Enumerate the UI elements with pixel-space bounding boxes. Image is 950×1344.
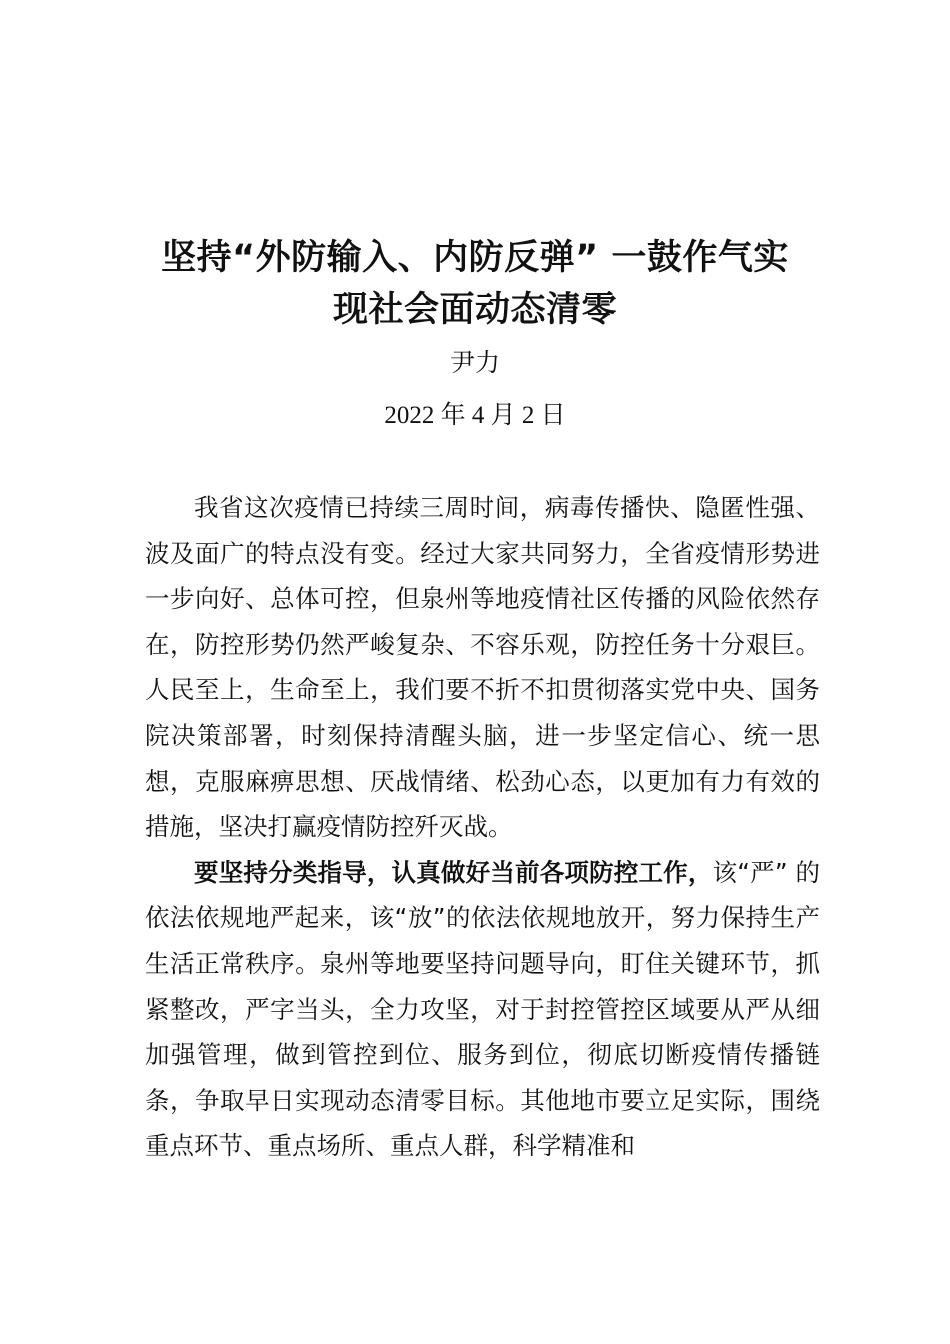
author-name: 尹力 [449, 348, 500, 377]
article-body [145, 485, 820, 1169]
paragraph-2 [145, 850, 820, 1169]
title-line-2: 现社会面动态清零 [332, 290, 617, 330]
publish-date: 2022 年 4 月 2 日 [384, 402, 566, 429]
paragraph-2-lead: 要坚持分类指导，认真做好当前各项防控工作， [194, 857, 713, 887]
paragraph-1-text: 我省这次疫情已持续三周时间，病毒传播快、隐匿性强、波及面广的特点没有变。经过大家共同努力，全省疫情形势进一步向好、总体可控，但泉州等地疫情社区传播的风险依然存在，防控形势仍然严峻复杂、不容乐观，防控任务十分艰巨。人民至上，生命至上，我们要不折不扣贯彻落实党中央、国务院决策部署，时刻保持清醒头脑，进一步坚定信心、统一思想，克服麻痹思想、厌战情绪、松劲心态，以更加有力有效的措施，坚决打赢疫情防控歼灭战。 [145, 493, 820, 842]
article-title [120, 232, 830, 336]
paragraph-1 [145, 485, 820, 850]
title-line-1: 坚持“外防输入、内防反弹” 一鼓作气实 [161, 238, 789, 278]
paragraph-2-text: 该“严” 的依法依规地严起来，该“放”的依法依规地放开，努力保持生产生活正常秩序。泉州等地要坚持问题导向，盯住关键环节，抓紧整改，严字当头，全力攻坚，对于封控管控区域要从严从细加强管理，做到管控到位、服务到位，彻底切断疫情传播链条，争取早日实现动态清零目标。其他地市要立足实际，围绕重点环节、重点场所、重点人群，科学精准和 [145, 857, 820, 1161]
